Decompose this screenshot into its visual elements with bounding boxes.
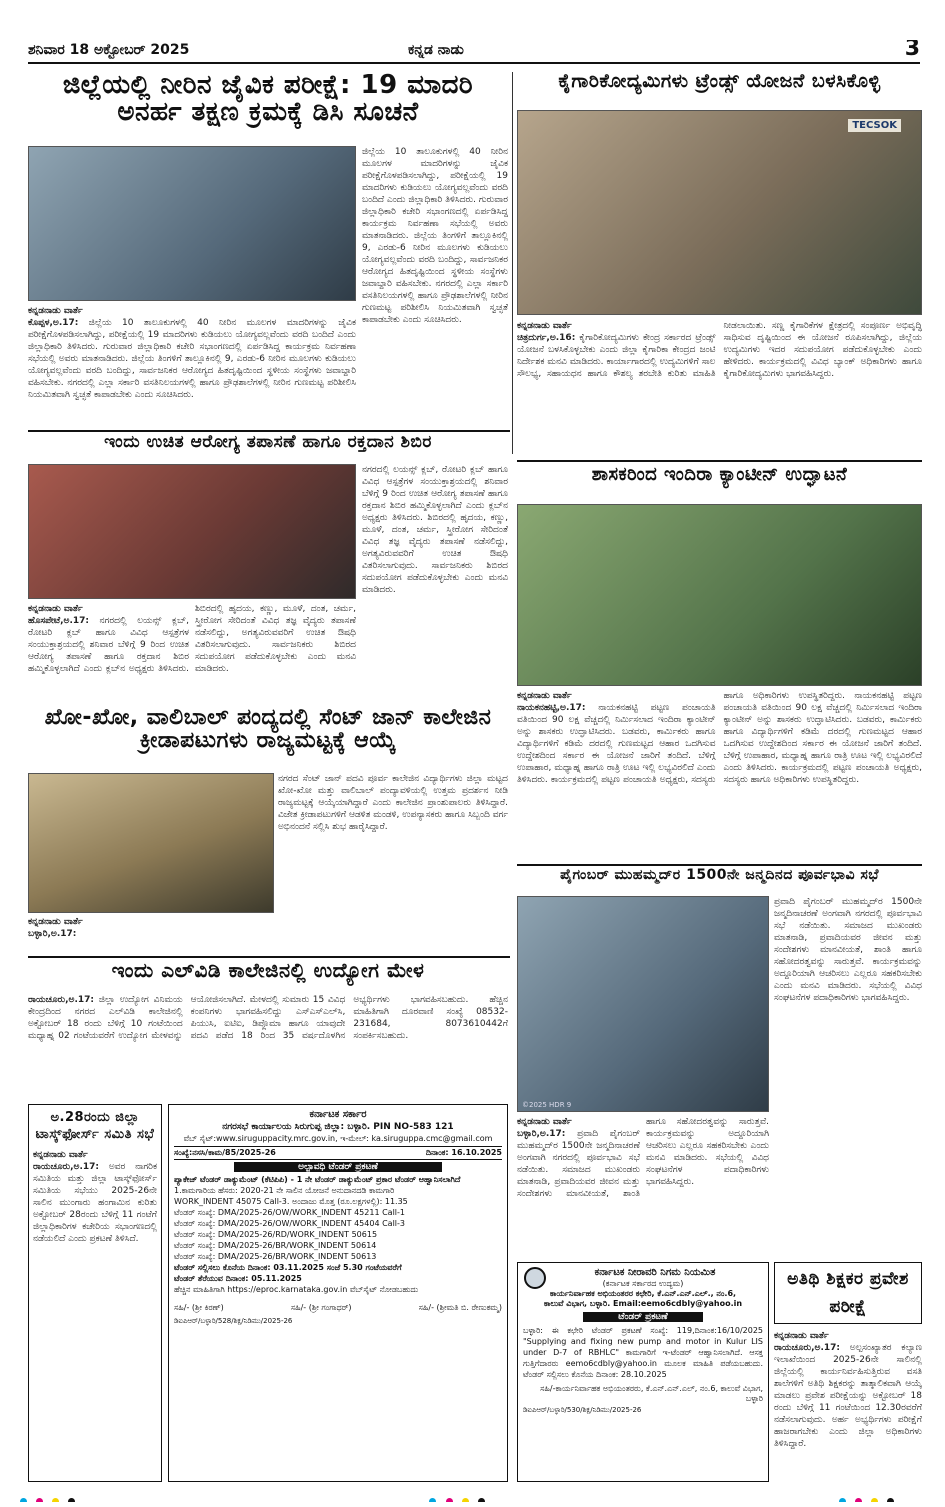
trends-photo-sign: TECSOK bbox=[848, 119, 901, 132]
task-force-body bbox=[29, 1147, 161, 1247]
health-dateline: ಹೊಸಪೇಟೆ,ಅ.17: bbox=[28, 616, 89, 626]
canteen-body-continued: ನಾಯಕನಹಟ್ಟಿ ಪಟ್ಟಣ ಪಂಚಾಯತಿ ವತಿಯಿಂದ 90 ಲಕ್ಷ ವೆಚ್ಚದಲ್ಲಿ ನಿರ್ಮಿಸಲಾದ ಇಂದಿರಾ ಕ್ಯಾಂಟೀನ್ ಅನ್ನು ಶಾಸಕರು ಉದ್ಘಾಟಿಸಿದರು. ಬಡವರು, ಕಾರ್ಮಿಕರು ಹಾಗೂ ವಿದ್ಯಾರ್ಥಿಗಳಿಗೆ ಕಡಿಮೆ ದರದಲ್ಲಿ ಗುಣಮಟ್ಟದ ಆಹಾರ ಒದಗಿಸುವ ಉದ್ದೇಶದಿಂದ ಸರ್ಕಾರ ಈ ಯೋಜನೆ ಜಾರಿಗೆ ತಂದಿದೆ. ಬೆಳಿಗ್ಗೆ ಉಪಾಹಾರ, ಮಧ್ಯಾಹ್ನ ಹಾಗೂ ರಾತ್ರಿ ಊಟ ಇಲ್ಲಿ ಲಭ್ಯವಿರಲಿದೆ ಎಂದು ತಿಳಿಸಿದರು. ಕಾರ್ಯಕ್ರಮದಲ್ಲಿ ಪಟ್ಟಣ ಪಂಚಾಯತಿ ಅಧ್ಯಕ್ಷರು, ಸದಸ್ಯರು ಹಾಗೂ ಅಧಿಕಾರಿಗಳು ಉಪಸ್ಥಿತರಿದ್ದರು. bbox=[723, 691, 922, 785]
job-fair-dateline: ರಾಯಚೂರು,ಅ.17: bbox=[28, 995, 94, 1005]
sports-story-body bbox=[278, 773, 508, 953]
prophet-body-continued: ಪ್ರವಾದಿ ಪೈಗಂಬರ್ ಮುಹಮ್ಮದ್‌ರ 1500ನೇ ಜನ್ಮದಿನಾಚರಣೆ ಅಂಗವಾಗಿ ನಗರದಲ್ಲಿ ಪೂರ್ವಭಾವಿ ಸಭೆ ನಡೆಯಿತು. ಸಮಾಜದ ಮುಖಂಡರು ಮಾತನಾಡಿ, ಪ್ರವಾದಿಯವರ ಜೀವನ ಮತ್ತು ಸಂದೇಶಗಳು ಮಾನವೀಯತೆ, ಶಾಂತಿ ಹಾಗೂ ಸಹೋದರತ್ವವನ್ನು ಸಾರುತ್ತವೆ. ಕಾರ್ಯಕ್ರಮವನ್ನು ಅದ್ದೂರಿಯಾಗಿ ಆಚರಿಸಲು ಎಲ್ಲರೂ ಸಹಕರಿಸಬೇಕು ಎಂದು ಮನವಿ ಮಾಡಿದರು. ಸಭೆಯಲ್ಲಿ ವಿವಿಧ ಸಂಘಟನೆಗಳ ಪದಾಧಿಕಾರಿಗಳು ಭಾಗವಹಿಸಿದ್ದರು. bbox=[774, 897, 922, 1003]
trends-story-body bbox=[517, 320, 922, 454]
prophet-side-column bbox=[774, 896, 922, 1258]
tender-2-org-subtitle: (ಕರ್ನಾಟಕ ಸರ್ಕಾರದ ಉದ್ಯಮ) bbox=[602, 1279, 684, 1288]
water-story-body bbox=[28, 305, 356, 427]
prophet-headline: ಪೈಗಂಬರ್ ಮುಹಮ್ಮದ್‌ರ 1500ನೇ ಜನ್ಮದಿನದ ಪೂರ್ವಭಾವಿ ಸಭೆ bbox=[560, 868, 879, 883]
task-force-body-text: ಅವರ ನಾಗರಿಕ ಸಮಿತಿಯ ಮತ್ತು ಜಿಲ್ಲಾ ಟಾಸ್ಕ್‌ಫೋರ್ಸ್ ಸಮಿತಿಯ ಸಭೆಯು 2025-26ನೇ ಸಾಲಿನ ಮುಂಗಾರು ಹಂಗಾಮಿನ ಕುರಿತು ಅಕ್ಟೋಬರ್ 28ರಂದು ಬೆಳಿಗ್ಗೆ 11 ಗಂಟೆಗೆ ಜಿಲ್ಲಾಧಿಕಾರಿಗಳ ಕಚೇರಿಯ ಸಭಾಂಗಣದಲ್ಲಿ ನಡೆಯಲಿದೆ ಎಂದು ಪ್ರಕಟಣೆ ತಿಳಿಸಿದೆ. bbox=[33, 1162, 157, 1244]
canteen-dateline: ನಾಯಕನಹಟ್ಟಿ,ಅ.17: bbox=[517, 703, 586, 713]
irrigation-tender-ad bbox=[517, 1262, 769, 1482]
sports-byline-block bbox=[28, 916, 274, 953]
prophet-story-body bbox=[517, 1116, 769, 1256]
section-rule bbox=[28, 430, 510, 432]
yellow-dot bbox=[52, 1498, 59, 1502]
tender-1-line: ಪ್ಯಾಕೇಜ್ ಟೆಂಡರ್ ಡಾಕ್ಯುಮೆಂಟ್ (ಕೆಟಿಪಿಪಿ) - 1 ನೇ ಟೆಂಡರ್ ಡಾಕ್ಯುಮೆಂಟ್ ಪ್ರಕಾರ ಟೆಂಡರ್ ಆಹ್ವಾನಿಸಲಾಗಿದೆ bbox=[174, 1175, 461, 1184]
tender-1-signatory-1: ಸಹಿ/- (ಶ್ರೀ ಕಿರಣ್) bbox=[174, 1303, 224, 1312]
trends-event-photo bbox=[517, 110, 922, 315]
section-rule-2 bbox=[517, 460, 922, 462]
guest-teacher-headline: ಅತಿಥಿ ಶಿಕ್ಷಕರ ಪ್ರವೇಶ ಪರೀಕ್ಷೆ bbox=[787, 1269, 909, 1317]
section-rule-3 bbox=[28, 956, 510, 958]
tender-1-line: ಟೆಂಡರ್ ಸಂಖ್ಯೆ: DMA/2025-26/OW/WORK_INDENT 45211 Call-1 bbox=[174, 1208, 405, 1217]
job-fair-headline: ಇಂದು ಎಲ್‌ವಿಡಿ ಕಾಲೇಜಿನಲ್ಲಿ ಉದ್ಯೋಗ ಮೇಳ bbox=[111, 960, 425, 982]
sports-headline: ಖೋ-ಖೋ, ವಾಲಿಬಾಲ್ ಪಂದ್ಯದಲ್ಲಿ ಸೆಂಟ್ ಜಾನ್ ಕಾಲೇಜಿನ ಕ್ರೀಡಾಪಟುಗಳು ರಾಜ್ಯಮಟ್ಟಕ್ಕೆ ಆಯ್ಕೆ bbox=[44, 706, 492, 754]
tender-1-signatory-2: ಸಹಿ/- (ಶ್ರೀ ಗಂಗಾಧರ್) bbox=[290, 1303, 352, 1312]
column-divider bbox=[512, 72, 513, 454]
water-meeting-photo bbox=[28, 146, 356, 301]
tender-2-body: ಬಳ್ಳಾರಿ: ಈ ಕಛೇರಿ ಟೆಂಡರ್ ಪ್ರಕಟಣೆ ಸಂಖ್ಯೆ: 119,ದಿನಾಂಕ:16/10/2025 "Supplying and fixing new pump and motor in Kulur LIS under D-7 of RBHLC" ಕಾಮಗಾರಿಗೆ ಇ-ಟೆಂಡರ್ ಆಹ್ವಾನಿಸಲಾಗಿದೆ. ಆಸಕ್ತ ಗುತ್ತಿಗೆದಾರರು eemo6cdbly@yahoo.in ಮೂಲಕ ಮಾಹಿತಿ ಪಡೆಯಬಹುದು. ಟೆಂಡರ್ ಸಲ್ಲಿಸಲು ಕೊನೆಯ ದಿನಾಂಕ: 28.10.2025 bbox=[523, 1326, 763, 1379]
tender-1-line: ಟೆಂಡರ್ ಸಲ್ಲಿಸಲು ಕೊನೆಯ ದಿನಾಂಕ: 03.11.2025 ಸಂಜೆ 5.30 ಗಂಟೆಯವರೆಗೆ bbox=[174, 1263, 402, 1272]
tender-2-signatory: ಸಹಿ/-ಕಾರ್ಯನಿರ್ವಾಹಕ ಅಭಿಯಂತರರು, ಕೆ.ಎನ್.ಎನ್.ಎಲ್, ನಂ.6, ಕಾಲುವೆ ವಿಭಾಗ, ಬಳ್ಳಾರಿ bbox=[540, 1384, 763, 1403]
black-dot bbox=[887, 1498, 894, 1502]
prophet-dateline: ಬಳ್ಳಾರಿ,ಅ.17: bbox=[517, 1129, 566, 1139]
guest-teacher-byline: ಕನ್ನಡನಾಡು ವಾರ್ತೆ bbox=[774, 1331, 829, 1341]
prophet-meeting-photo bbox=[517, 896, 769, 1112]
tender-1-footer-ref: ಡಿಐಪಿಆರ್/ಬಳ್ಳಾರಿ/528/ಶಿಕ್ಷ/ನಿಡಿಮು/2025-26 bbox=[174, 1317, 293, 1325]
tender-1-ref-row bbox=[174, 1146, 502, 1160]
tender-1-line: 1.ಕಾಮಗಾರಿಯ ಹೆಸರು: 2020-21 ನೇ ಸಾಲಿನ ಯೋಜನೆ ಅನುದಾನದಡಿ ಕಾಮಗಾರಿ bbox=[174, 1186, 395, 1195]
canteen-headline: ಶಾಸಕರಿಂದ ಇಂದಿರಾ ಕ್ಯಾಂಟೀನ್ ಉದ್ಘಾಟನೆ bbox=[591, 466, 848, 485]
black-dot bbox=[68, 1498, 75, 1502]
health-body-continued: ನಗರದಲ್ಲಿ ಲಯನ್ಸ್ ಕ್ಲಬ್, ರೋಟರಿ ಕ್ಲಬ್ ಹಾಗೂ ವಿವಿಧ ಆಸ್ಪತ್ರೆಗಳ ಸಂಯುಕ್ತಾಶ್ರಯದಲ್ಲಿ ಶನಿವಾರ ಬೆಳಿಗ್ಗೆ 9 ರಿಂದ ಉಚಿತ ಆರೋಗ್ಯ ತಪಾಸಣೆ ಹಾಗೂ ರಕ್ತದಾನ ಶಿಬಿರ ಹಮ್ಮಿಕೊಳ್ಳಲಾಗಿದೆ ಎಂದು ಕ್ಲಬ್‌ನ ಅಧ್ಯಕ್ಷರು ತಿಳಿಸಿದರು. ಶಿಬಿರದಲ್ಲಿ ಹೃದಯ, ಕಣ್ಣು, ಮೂಳೆ, ದಂತ, ಚರ್ಮ, ಸ್ತ್ರೀರೋಗ ಸೇರಿದಂತೆ ವಿವಿಧ ತಜ್ಞ ವೈದ್ಯರು ತಪಾಸಣೆ ನಡೆಸಲಿದ್ದು, ಅಗತ್ಯವಿರುವವರಿಗೆ ಉಚಿತ ಔಷಧಿ ವಿತರಿಸಲಾಗುವುದು. ಸಾರ್ವಜನಿಕರು ಶಿಬಿರದ ಸದುಪಯೋಗ ಪಡೆದುಕೊಳ್ಳಬೇಕು ಎಂದು ಮನವಿ ಮಾಡಿದರು. bbox=[362, 465, 508, 595]
sports-body-text: ನಗರದ ಸೆಂಟ್ ಜಾನ್ ಪದವಿ ಪೂರ್ವ ಕಾಲೇಜಿನ ವಿದ್ಯಾರ್ಥಿಗಳು ಜಿಲ್ಲಾ ಮಟ್ಟದ ಖೋ-ಖೋ ಮತ್ತು ವಾಲಿಬಾಲ್ ಪಂದ್ಯಾವಳಿಯಲ್ಲಿ ಉತ್ತಮ ಪ್ರದರ್ಶನ ನೀಡಿ ರಾಜ್ಯಮಟ್ಟಕ್ಕೆ ಆಯ್ಕೆಯಾಗಿದ್ದಾರೆ ಎಂದು ಕಾಲೇಜಿನ ಪ್ರಾಂಶುಪಾಲರು ತಿಳಿಸಿದ್ದಾರೆ. ವಿಜೇತ ಕ್ರೀಡಾಪಟುಗಳಿಗೆ ಆಡಳಿತ ಮಂಡಳಿ, ಉಪನ್ಯಾಸಕರು ಹಾಗೂ ಸಿಬ್ಬಂದಿ ವರ್ಗ ಅಭಿನಂದನೆ ಸಲ್ಲಿಸಿ ಶುಭ ಹಾರೈಸಿದ್ದಾರೆ. bbox=[278, 774, 508, 832]
guest-teacher-dateline: ರಾಯಚೂರು,ಅ.17: bbox=[774, 1343, 840, 1353]
canteen-byline: ಕನ್ನಡನಾಡು ವಾರ್ತೆ bbox=[517, 691, 572, 701]
tender-1-line: ಹೆಚ್ಚಿನ ಮಾಹಿತಿಗಾಗಿ https://eproc.karnataka.gov.in ವೆಬ್‌ಸೈಟ್ ನೋಡಬಹುದು bbox=[174, 1285, 419, 1294]
task-force-box bbox=[28, 1104, 162, 1482]
sports-byline: ಕನ್ನಡನಾಡು ವಾರ್ತೆ bbox=[28, 917, 83, 927]
task-force-byline: ಕನ್ನಡನಾಡು ವಾರ್ತೆ bbox=[33, 1150, 88, 1160]
tender-1-signatories bbox=[174, 1303, 502, 1313]
trends-body-text: ಕೈಗಾರಿಕೋದ್ಯಮಿಗಳು ಕೇಂದ್ರ ಸರ್ಕಾರದ ಟ್ರೆಂಡ್ಸ್ ಯೋಜನೆ ಬಳಸಿಕೊಳ್ಳಬೇಕು ಎಂದು ಜಿಲ್ಲಾ ಕೈಗಾರಿಕಾ ಕೇಂದ್ರದ ಜಂಟಿ ನಿರ್ದೇಶಕ ಮನವಿ ಮಾಡಿದರು. ಕಾರ್ಯಾಗಾರದಲ್ಲಿ ಉದ್ಯಮಿಗಳಿಗೆ ಸಾಲ ಸೌಲಭ್ಯ, ಸಹಾಯಧನ ಹಾಗೂ ಕೌಶಲ್ಯ ತರಬೇತಿ ಕುರಿತು ಮಾಹಿತಿ ನೀಡಲಾಯಿತು. ಸಣ್ಣ ಕೈಗಾರಿಕೆಗಳ ಕ್ಷೇತ್ರದಲ್ಲಿ ಸಂಪೂರ್ಣ ಅಭಿವೃದ್ಧಿ ಸಾಧಿಸುವ ದೃಷ್ಟಿಯಿಂದ ಈ ಯೋಜನೆ ರೂಪಿಸಲಾಗಿದ್ದು, ಜಿಲ್ಲೆಯ ಉದ್ಯಮಿಗಳು ಇದರ ಸದುಪಯೋಗ ಪಡೆದುಕೊಳ್ಳಬೇಕು ಎಂದು ಹೇಳಿದರು. ಕಾರ್ಯಕ್ರಮದಲ್ಲಿ ವಿವಿಧ ಬ್ಯಾಂಕ್ ಅಧಿಕಾರಿಗಳು ಹಾಗೂ ಕೈಗಾರಿಕೋದ್ಯಮಿಗಳು ಭಾಗವಹಿಸಿದ್ದರು. bbox=[517, 321, 922, 379]
tender-1-signatory-3: ಸಹಿ/- (ಶ್ರೀಮತಿ ಬಿ. ರೇಣುಕಮ್ಮ) bbox=[418, 1303, 502, 1312]
tender-2-notice-title: ಟೆಂಡರ್ ಪ್ರಕಟಣೆ bbox=[583, 1312, 703, 1322]
tender-1-lines bbox=[174, 1174, 502, 1295]
trends-dateline: ಚಿತ್ರದುರ್ಗ,ಅ.16: bbox=[517, 333, 576, 343]
print-registration-marks bbox=[20, 1490, 925, 1502]
tender-2-logo-icon bbox=[524, 1267, 546, 1289]
cyan-dot bbox=[20, 1498, 27, 1502]
magenta-dot bbox=[855, 1498, 862, 1502]
black-dot bbox=[478, 1498, 485, 1502]
tender-2-office-line: ಕಾರ್ಯನಿರ್ವಾಹಕ ಅಭಿಯಂತರರ ಕಛೇರಿ, ಕೆ.ಎನ್.ಎನ್.ಎಲ್., ನಂ.6, bbox=[549, 1289, 737, 1298]
canteen-story-body bbox=[517, 690, 922, 860]
magenta-dot bbox=[446, 1498, 453, 1502]
sports-dateline: ಬಳ್ಳಾರಿ,ಅ.17: bbox=[28, 929, 77, 939]
cyan-dot bbox=[839, 1498, 846, 1502]
water-story-side-column bbox=[362, 146, 508, 427]
canteen-body-text: ನಾಯಕನಹಟ್ಟಿ ಪಟ್ಟಣ ಪಂಚಾಯತಿ ವತಿಯಿಂದ 90 ಲಕ್ಷ ವೆಚ್ಚದಲ್ಲಿ ನಿರ್ಮಿಸಲಾದ ಇಂದಿರಾ ಕ್ಯಾಂಟೀನ್ ಅನ್ನು ಶಾಸಕರು ಉದ್ಘಾಟಿಸಿದರು. ಬಡವರು, ಕಾರ್ಮಿಕರು ಹಾಗೂ ವಿದ್ಯಾರ್ಥಿಗಳಿಗೆ ಕಡಿಮೆ ದರದಲ್ಲಿ ಗುಣಮಟ್ಟದ ಆಹಾರ ಒದಗಿಸುವ ಉದ್ದೇಶದಿಂದ ಸರ್ಕಾರ ಈ ಯೋಜನೆ ಜಾರಿಗೆ ತಂದಿದೆ. ಬೆಳಿಗ್ಗೆ ಉಪಾಹಾರ, ಮಧ್ಯಾಹ್ನ ಹಾಗೂ ರಾತ್ರಿ ಊಟ ಇಲ್ಲಿ ಲಭ್ಯವಿರಲಿದೆ ಎಂದು ತಿಳಿಸಿದರು. ಕಾರ್ಯಕ್ರಮದಲ್ಲಿ ಪಟ್ಟಣ ಪಂಚಾಯತಿ ಅಧ್ಯಕ್ಷರು, ಸದಸ್ಯರು ಹಾಗೂ ಅಧಿಕಾರಿಗಳು ಉಪಸ್ಥಿತರಿದ್ದರು. bbox=[517, 691, 845, 785]
tender-1-ref-no: ಸಂಖ್ಯೆ:ನಸಸಿ/ಕಾಮ/85/2025-26 bbox=[174, 1148, 276, 1157]
tender-1-line: ಟೆಂಡರ್ ಸಂಖ್ಯೆ: DMA/2025-26/BR/WORK_INDENT 50614 bbox=[174, 1241, 377, 1250]
health-story-body bbox=[28, 603, 356, 703]
prophet-body-text: ಪ್ರವಾದಿ ಪೈಗಂಬರ್ ಮುಹಮ್ಮದ್‌ರ 1500ನೇ ಜನ್ಮದಿನಾಚರಣೆ ಅಂಗವಾಗಿ ನಗರದಲ್ಲಿ ಪೂರ್ವಭಾವಿ ಸಭೆ ನಡೆಯಿತು. ಸಮಾಜದ ಮುಖಂಡರು ಮಾತನಾಡಿ, ಪ್ರವಾದಿಯವರ ಜೀವನ ಮತ್ತು ಸಂದೇಶಗಳು ಮಾನವೀಯತೆ, ಶಾಂತಿ ಹಾಗೂ ಸಹೋದರತ್ವವನ್ನು ಸಾರುತ್ತವೆ. ಕಾರ್ಯಕ್ರಮವನ್ನು ಅದ್ದೂರಿಯಾಗಿ ಆಚರಿಸಲು ಎಲ್ಲರೂ ಸಹಕರಿಸಬೇಕು ಎಂದು ಮನವಿ ಮಾಡಿದರು. ಸಭೆಯಲ್ಲಿ ವಿವಿಧ ಸಂಘಟನೆಗಳ ಪದಾಧಿಕಾರಿಗಳು ಭಾಗವಹಿಸಿದ್ದರು. bbox=[517, 1117, 769, 1199]
prophet-byline: ಕನ್ನಡನಾಡು ವಾರ್ತೆ bbox=[517, 1117, 572, 1127]
municipal-tender-ad bbox=[168, 1104, 508, 1482]
task-force-headline: ಅ.28ರಂದು ಜಿಲ್ಲಾ ಟಾಸ್ಕ್‌ಫೋರ್ಸ್ ಸಮಿತಿ ಸಭೆ bbox=[35, 1110, 155, 1142]
canteen-inauguration-photo bbox=[517, 504, 922, 686]
prophet-photo-watermark: ©2025 HDR 9 bbox=[522, 1101, 572, 1109]
water-dateline: ಕೊಪ್ಪಳ,ಅ.17: bbox=[28, 318, 79, 328]
water-headline: ಜಿಲ್ಲೆಯಲ್ಲಿ ನೀರಿನ ಜೈವಿಕ ಪರೀಕ್ಷೆ: 19 ಮಾದರಿ ಅನರ್ಹ ತಕ್ಷಣ ಕ್ರಮಕ್ಕೆ ಡಿಸಿ ಸೂಚನೆ bbox=[62, 72, 474, 128]
masthead-date: ಶನಿವಾರ 18 ಅಕ್ಟೋಬರ್ 2025 bbox=[28, 42, 190, 58]
health-side-column bbox=[362, 464, 508, 703]
tender-2-address-line: ಕಾಲುವೆ ವಿಭಾಗ, ಬಳ್ಳಾರಿ. Email:eemo6cdbly@yahoo.in bbox=[543, 1299, 743, 1308]
guest-teacher-body-text: ಅಲ್ಪಸಂಖ್ಯಾತರ ಕಲ್ಯಾಣ ಇಲಾಖೆಯಿಂದ 2025-26ನೇ ಸಾಲಿನಲ್ಲಿ ಜಿಲ್ಲೆಯಲ್ಲಿ ಕಾರ್ಯನಿರ್ವಹಿಸುತ್ತಿರುವ ವಸತಿ ಶಾಲೆಗಳಿಗೆ ಅತಿಥಿ ಶಿಕ್ಷಕರನ್ನು ತಾತ್ಕಾಲಿಕವಾಗಿ ಆಯ್ಕೆ ಮಾಡಲು ಪ್ರವೇಶ ಪರೀಕ್ಷೆಯನ್ನು ಅಕ್ಟೋಬರ್ 18 ರಂದು ಬೆಳಿಗ್ಗೆ 11 ಗಂಟೆಯಿಂದ 12.30ರವರೆಗೆ ನಡೆಸಲಾಗುವುದು. ಅರ್ಹ ಅಭ್ಯರ್ಥಿಗಳು ಪರೀಕ್ಷೆಗೆ ಹಾಜರಾಗಬೇಕು ಎಂದು ಜಿಲ್ಲಾ ಅಧಿಕಾರಿಗಳು ತಿಳಿಸಿದ್ದಾರೆ. bbox=[774, 1343, 922, 1449]
tender-1-ref-date: ದಿನಾಂಕ: 16.10.2025 bbox=[425, 1148, 502, 1157]
health-byline: ಕನ್ನಡನಾಡು ವಾರ್ತೆ bbox=[28, 604, 83, 614]
masthead-paper-name: ಕನ್ನಡ ನಾಡು bbox=[408, 42, 464, 58]
trends-byline: ಕನ್ನಡನಾಡು ವಾರ್ತೆ bbox=[517, 321, 572, 331]
tender-1-line: WORK_INDENT 45075 Call-3. ಅಂದಾಜು ಮೊತ್ತ (ರೂ.ಲಕ್ಷಗಳಲ್ಲಿ): 11.35 bbox=[174, 1197, 408, 1206]
tender-1-org-title: ಕರ್ನಾಟಕ ಸರ್ಕಾರ bbox=[309, 1109, 367, 1120]
guest-teacher-body bbox=[774, 1330, 922, 1482]
magenta-dot bbox=[36, 1498, 43, 1502]
tender-1-line: ಟೆಂಡರ್ ಸಂಖ್ಯೆ: DMA/2025-26/BR/WORK_INDENT 50613 bbox=[174, 1252, 377, 1261]
masthead-rule bbox=[28, 62, 920, 64]
health-body-text: ನಗರದಲ್ಲಿ ಲಯನ್ಸ್ ಕ್ಲಬ್, ರೋಟರಿ ಕ್ಲಬ್ ಹಾಗೂ ವಿವಿಧ ಆಸ್ಪತ್ರೆಗಳ ಸಂಯುಕ್ತಾಶ್ರಯದಲ್ಲಿ ಶನಿವಾರ ಬೆಳಿಗ್ಗೆ 9 ರಿಂದ ಉಚಿತ ಆರೋಗ್ಯ ತಪಾಸಣೆ ಹಾಗೂ ರಕ್ತದಾನ ಶಿಬಿರ ಹಮ್ಮಿಕೊಳ್ಳಲಾಗಿದೆ ಎಂದು ಕ್ಲಬ್‌ನ ಅಧ್ಯಕ್ಷರು ತಿಳಿಸಿದರು. ಶಿಬಿರದಲ್ಲಿ ಹೃದಯ, ಕಣ್ಣು, ಮೂಳೆ, ದಂತ, ಚರ್ಮ, ಸ್ತ್ರೀರೋಗ ಸೇರಿದಂತೆ ವಿವಿಧ ತಜ್ಞ ವೈದ್ಯರು ತಪಾಸಣೆ ನಡೆಸಲಿದ್ದು, ಅಗತ್ಯವಿರುವವರಿಗೆ ಉಚಿತ ಔಷಧಿ ವಿತರಿಸಲಾಗುವುದು. ಸಾರ್ವಜನಿಕರು ಶಿಬಿರದ ಸದುಪಯೋಗ ಪಡೆದುಕೊಳ್ಳಬೇಕು ಎಂದು ಮನವಿ ಮಾಡಿದರು. bbox=[28, 604, 356, 674]
tender-1-line: ಟೆಂಡರ್ ಸಂಖ್ಯೆ: DMA/2025-26/RD/WORK_INDENT 50615 bbox=[174, 1230, 378, 1239]
page-number: 3 bbox=[904, 40, 920, 61]
tender-1-web-line: ವೆಬ್ ಸೈಟ್:www.siruguppacity.mrc.gov.in, ಇ-ಮೇಲ್: ka.siruguppa.cmc@gmail.com bbox=[183, 1134, 493, 1143]
tender-1-line: ಟೆಂಡರ್ ಸಂಖ್ಯೆ: DMA/2025-26/OW/WORK_INDENT 45404 Call-3 bbox=[174, 1219, 405, 1228]
section-rule-4 bbox=[517, 864, 922, 866]
task-force-dateline: ರಾಯಚೂರು,ಅ.17: bbox=[33, 1162, 99, 1172]
trends-headline: ಕೈಗಾರಿಕೋದ್ಯಮಿಗಳು ಟ್ರೆಂಡ್ಸ್ ಯೋಜನೆ ಬಳಸಿಕೊಳ್ಳಿ bbox=[558, 72, 881, 92]
yellow-dot bbox=[871, 1498, 878, 1502]
health-headline: ಇಂದು ಉಚಿತ ಆರೋಗ್ಯ ತಪಾಸಣೆ ಹಾಗೂ ರಕ್ತದಾನ ಶಿಬಿರ bbox=[104, 434, 432, 452]
tender-1-notice-title: ಅಲ್ಪಾವಧಿ ಟೆಂಡರ್ ಪ್ರಕಟಣೆ bbox=[234, 1162, 442, 1172]
masthead bbox=[28, 40, 920, 66]
sports-team-photo bbox=[28, 773, 274, 913]
tender-1-line: ಟೆಂಡರ್ ತೆರೆಯುವ ದಿನಾಂಕ: 05.11.2025 bbox=[174, 1274, 302, 1283]
water-byline: ಕನ್ನಡನಾಡು ವಾರ್ತೆ bbox=[28, 306, 83, 316]
tender-2-footer-ref: ಡಿಐಪಿಆರ್/ಬಳ್ಳಾರಿ/530/ಶಿಕ್ಷ/ನಿಡಿಮು/2025-26 bbox=[523, 1406, 642, 1414]
guest-teacher-headline-box bbox=[774, 1262, 922, 1324]
cyan-dot bbox=[429, 1498, 436, 1502]
yellow-dot bbox=[462, 1498, 469, 1502]
job-fair-body-text: ಜಿಲ್ಲಾ ಉದ್ಯೋಗ ವಿನಿಮಯ ಕೇಂದ್ರದಿಂದ ನಗರದ ಎಲ್‌ವಿಡಿ ಕಾಲೇಜಿನಲ್ಲಿ ಅಕ್ಟೋಬರ್ 18 ರಂದು ಬೆಳಿಗ್ಗೆ 10 ಗಂಟೆಯಿಂದ ಮಧ್ಯಾಹ್ನ 02 ಗಂಟೆಯವರೆಗೆ ಉದ್ಯೋಗ ಮೇಳವನ್ನು ಆಯೋಜಿಸಲಾಗಿದೆ. ಮೇಳದಲ್ಲಿ ಸುಮಾರು 15 ವಿವಿಧ ಕಂಪನಿಗಳು ಭಾಗವಹಿಸಲಿದ್ದು ಎಸ್‌ಎಸ್‌ಎಲ್‌ಸಿ, ಪಿಯುಸಿ, ಐಟಿಐ, ಡಿಪ್ಲೊಮಾ ಹಾಗೂ ಯಾವುದೇ ಪದವಿ ಪಡೆದ 18 ರಿಂದ 35 ವರ್ಷದೊಳಗಿನ ಅಭ್ಯರ್ಥಿಗಳು ಭಾಗವಹಿಸಬಹುದು. ಹೆಚ್ಚಿನ ಮಾಹಿತಿಗಾಗಿ ದೂರವಾಣಿ ಸಂಖ್ಯೆ 08532-231684, 8073610442ಗೆ ಸಂಪರ್ಕಿಸಬಹುದು. bbox=[28, 995, 508, 1041]
water-body-text: ಜಿಲ್ಲೆಯ 10 ತಾಲೂಕುಗಳಲ್ಲಿ 40 ನೀರಿನ ಮೂಲಗಳ ಮಾದರಿಗಳನ್ನು ಜೈವಿಕ ಪರೀಕ್ಷೆಗೊಳಪಡಿಸಲಾಗಿದ್ದು, ಪರೀಕ್ಷೆಯಲ್ಲಿ 19 ಮಾದರಿಗಳು ಕುಡಿಯಲು ಯೋಗ್ಯವಲ್ಲವೆಂದು ವರದಿ ಬಂದಿದೆ ಎಂದು ಜಿಲ್ಲಾಧಿಕಾರಿ ತಿಳಿಸಿದರು. ಗುರುವಾರ ಜಿಲ್ಲಾಧಿಕಾರಿ ಕಚೇರಿ ಸಭಾಂಗಣದಲ್ಲಿ ಏರ್ಪಡಿಸಿದ್ದ ಕಾರ್ಯಕ್ರಮ ನಿರ್ವಹಣಾ ಸಭೆಯಲ್ಲಿ ಅವರು ಮಾತನಾಡಿದರು. ಜಿಲ್ಲೆಯ ತಿಂಗಳಿಗೆ ತಾಲ್ಲೂಕಿನಲ್ಲಿ 9, ಎರಡು-6 ನೀರಿನ ಮೂಲಗಳು ಕುಡಿಯಲು ಯೋಗ್ಯವಲ್ಲವೆಂದು ವರದಿ ಬಂದಿದ್ದು, ಸಾರ್ವಜನಿಕರ ಆರೋಗ್ಯದ ಹಿತದೃಷ್ಟಿಯಿಂದ ಸ್ಥಳೀಯ ಸಂಸ್ಥೆಗಳು ಜವಾಬ್ದಾರಿ ವಹಿಸಬೇಕು. ನಗರದಲ್ಲಿ ಎಲ್ಲಾ ಸರ್ಕಾರಿ ವಸತಿನಿಲಯಗಳಲ್ಲಿ ಹಾಗೂ ಪ್ರೌಢಶಾಲೆಗಳಲ್ಲಿ ನೀರಿನ ಗುಣಮಟ್ಟ ಪರಿಶೀಲಿಸಿ ನಿಯಮಿತವಾಗಿ ಸ್ವಚ್ಛತೆ ಕಾಪಾಡಬೇಕು ಎಂದು ಸೂಚಿಸಿದರು. bbox=[28, 318, 356, 400]
tender-2-org-title: ಕರ್ನಾಟಕ ನೀರಾವರಿ ನಿಗಮ ನಿಯಮಿತ bbox=[594, 1267, 716, 1278]
job-fair-body bbox=[28, 994, 508, 1098]
tender-1-office-line: ನಗರಸಭೆ ಕಾರ್ಯಾಲಯ ಸಿರುಗುಪ್ಪ ಜಿಲ್ಲಾ: ಬಳ್ಳಾರಿ. PIN NO-583 121 bbox=[222, 1122, 454, 1132]
water-body-continued: ಜಿಲ್ಲೆಯ 10 ತಾಲೂಕುಗಳಲ್ಲಿ 40 ನೀರಿನ ಮೂಲಗಳ ಮಾದರಿಗಳನ್ನು ಜೈವಿಕ ಪರೀಕ್ಷೆಗೊಳಪಡಿಸಲಾಗಿದ್ದು, ಪರೀಕ್ಷೆಯಲ್ಲಿ 19 ಮಾದರಿಗಳು ಕುಡಿಯಲು ಯೋಗ್ಯವಲ್ಲವೆಂದು ವರದಿ ಬಂದಿದೆ ಎಂದು ಜಿಲ್ಲಾಧಿಕಾರಿ ತಿಳಿಸಿದರು. ಗುರುವಾರ ಜಿಲ್ಲಾಧಿಕಾರಿ ಕಚೇರಿ ಸಭಾಂಗಣದಲ್ಲಿ ಏರ್ಪಡಿಸಿದ್ದ ಕಾರ್ಯಕ್ರಮ ನಿರ್ವಹಣಾ ಸಭೆಯಲ್ಲಿ ಅವರು ಮಾತನಾಡಿದರು. ಜಿಲ್ಲೆಯ ತಿಂಗಳಿಗೆ ತಾಲ್ಲೂಕಿನಲ್ಲಿ 9, ಎರಡು-6 ನೀರಿನ ಮೂಲಗಳು ಕುಡಿಯಲು ಯೋಗ್ಯವಲ್ಲವೆಂದು ವರದಿ ಬಂದಿದ್ದು, ಸಾರ್ವಜನಿಕರ ಆರೋಗ್ಯದ ಹಿತದೃಷ್ಟಿಯಿಂದ ಸ್ಥಳೀಯ ಸಂಸ್ಥೆಗಳು ಜವಾಬ್ದಾರಿ ವಹಿಸಬೇಕು. ನಗರದಲ್ಲಿ ಎಲ್ಲಾ ಸರ್ಕಾರಿ ವಸತಿನಿಲಯಗಳಲ್ಲಿ ಹಾಗೂ ಪ್ರೌಢಶಾಲೆಗಳಲ್ಲಿ ನೀರಿನ ಗುಣಮಟ್ಟ ಪರಿಶೀಲಿಸಿ ನಿಯಮಿತವಾಗಿ ಸ್ವಚ್ಛತೆ ಕಾಪಾಡಬೇಕು ಎಂದು ಸೂಚಿಸಿದರು. bbox=[362, 147, 508, 325]
health-camp-photo bbox=[28, 464, 356, 599]
